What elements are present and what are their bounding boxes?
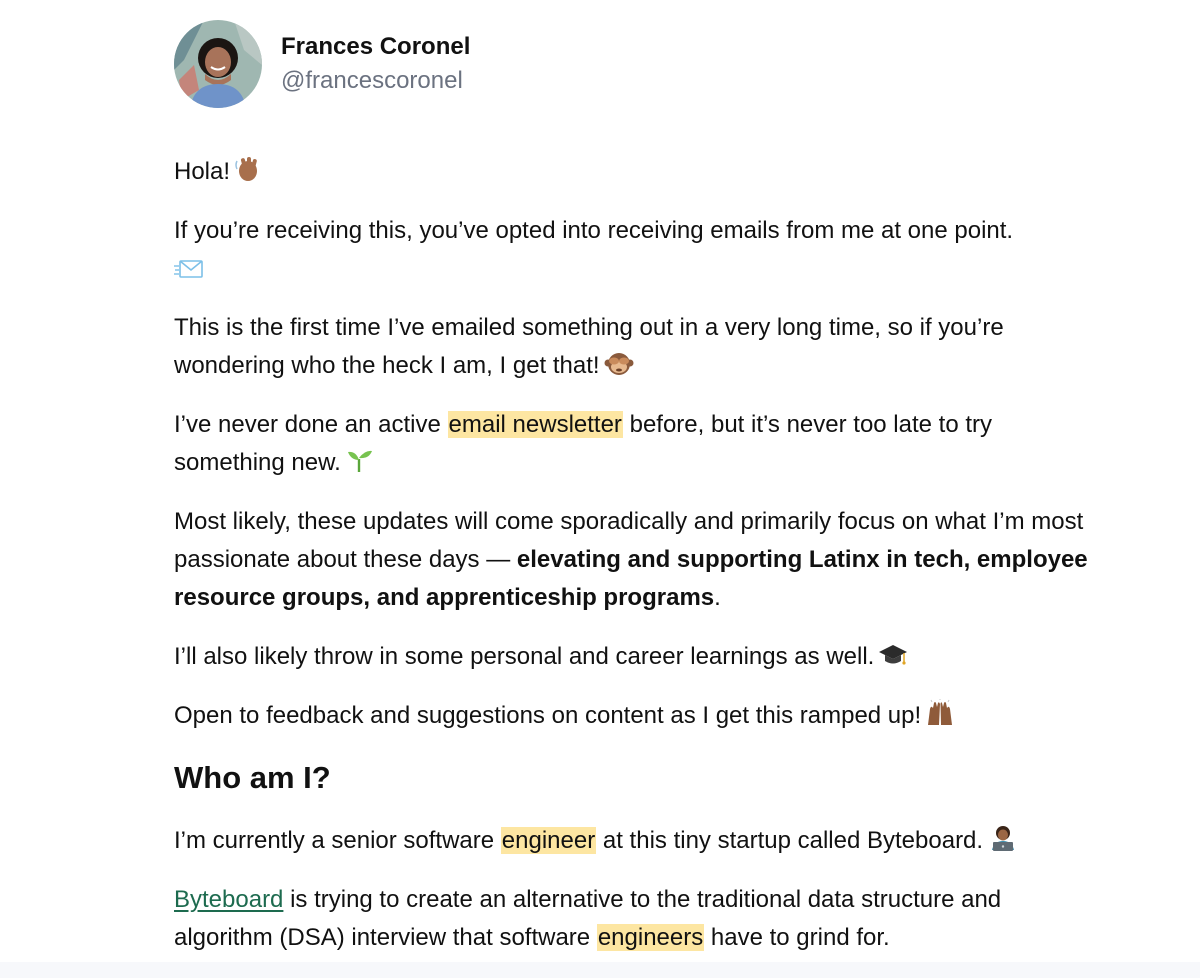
byteboard-paragraph bbox=[174, 881, 1104, 957]
newsletter-text-after: before, but it’s never too late to try something new. bbox=[174, 411, 993, 476]
opt-in-text: If you’re receiving this, you’ve opted into receiving emails from me at one point. bbox=[174, 217, 1014, 244]
seedling-icon bbox=[345, 446, 373, 474]
byteboard-link[interactable]: Byteboard bbox=[174, 886, 284, 913]
bottom-bar bbox=[0, 962, 1200, 978]
email-body bbox=[174, 153, 1104, 978]
waving-hand-icon bbox=[234, 155, 262, 183]
author-header bbox=[174, 20, 470, 108]
newsletter-paragraph bbox=[174, 406, 1104, 482]
author-name[interactable]: Frances Coronel bbox=[281, 33, 471, 60]
see-no-evil-monkey-icon bbox=[604, 349, 634, 377]
graduation-cap-icon bbox=[878, 642, 908, 668]
feedback-paragraph bbox=[174, 697, 1104, 735]
learnings-text: I’ll also likely throw in some personal and career learnings as well. bbox=[174, 643, 875, 670]
newsletter-text-before: I’ve never done an active bbox=[174, 411, 448, 438]
focus-paragraph bbox=[174, 503, 1104, 617]
greeting-paragraph bbox=[174, 153, 1104, 191]
incoming-envelope-icon bbox=[174, 258, 204, 280]
highlight-email-newsletter: email newsletter bbox=[448, 411, 622, 438]
first-time-text: This is the first time I’ve emailed something out in a very long time, so if you’re wondering who the heck I am, I get that! bbox=[174, 314, 1004, 379]
raising-hands-icon bbox=[925, 699, 955, 727]
current-role-paragraph bbox=[174, 822, 1104, 860]
focus-text-bold: elevating and supporting Latinx in tech, employee resource groups, and apprenticeship programs bbox=[174, 546, 1088, 611]
who-am-i-heading: Who am I? bbox=[174, 760, 331, 795]
greeting-text: Hola! bbox=[174, 158, 231, 185]
highlight-engineers: engineers bbox=[597, 924, 704, 951]
current-role-after: at this tiny startup called Byteboard. bbox=[596, 827, 984, 854]
focus-text-before: Most likely, these updates will come sporadically and primarily focus on what I’m most passionate about these days — bbox=[174, 508, 1084, 573]
first-time-paragraph bbox=[174, 309, 1104, 385]
opt-in-paragraph bbox=[174, 212, 1104, 288]
current-role-before: I’m currently a senior software bbox=[174, 827, 501, 854]
byteboard-text-middle: is trying to create an alternative to the traditional data structure and algorithm (DSA) interview that software bbox=[174, 886, 1002, 951]
author-handle[interactable]: @francescoronel bbox=[281, 67, 463, 94]
avatar[interactable] bbox=[174, 20, 262, 108]
technologist-icon bbox=[987, 824, 1019, 852]
byteboard-text-after: have to grind for. bbox=[704, 924, 890, 951]
feedback-text: Open to feedback and suggestions on content as I get this ramped up! bbox=[174, 702, 922, 729]
author-info bbox=[281, 30, 470, 98]
learnings-paragraph bbox=[174, 638, 1104, 676]
highlight-engineer: engineer bbox=[501, 827, 596, 854]
focus-text-after: . bbox=[714, 584, 721, 611]
